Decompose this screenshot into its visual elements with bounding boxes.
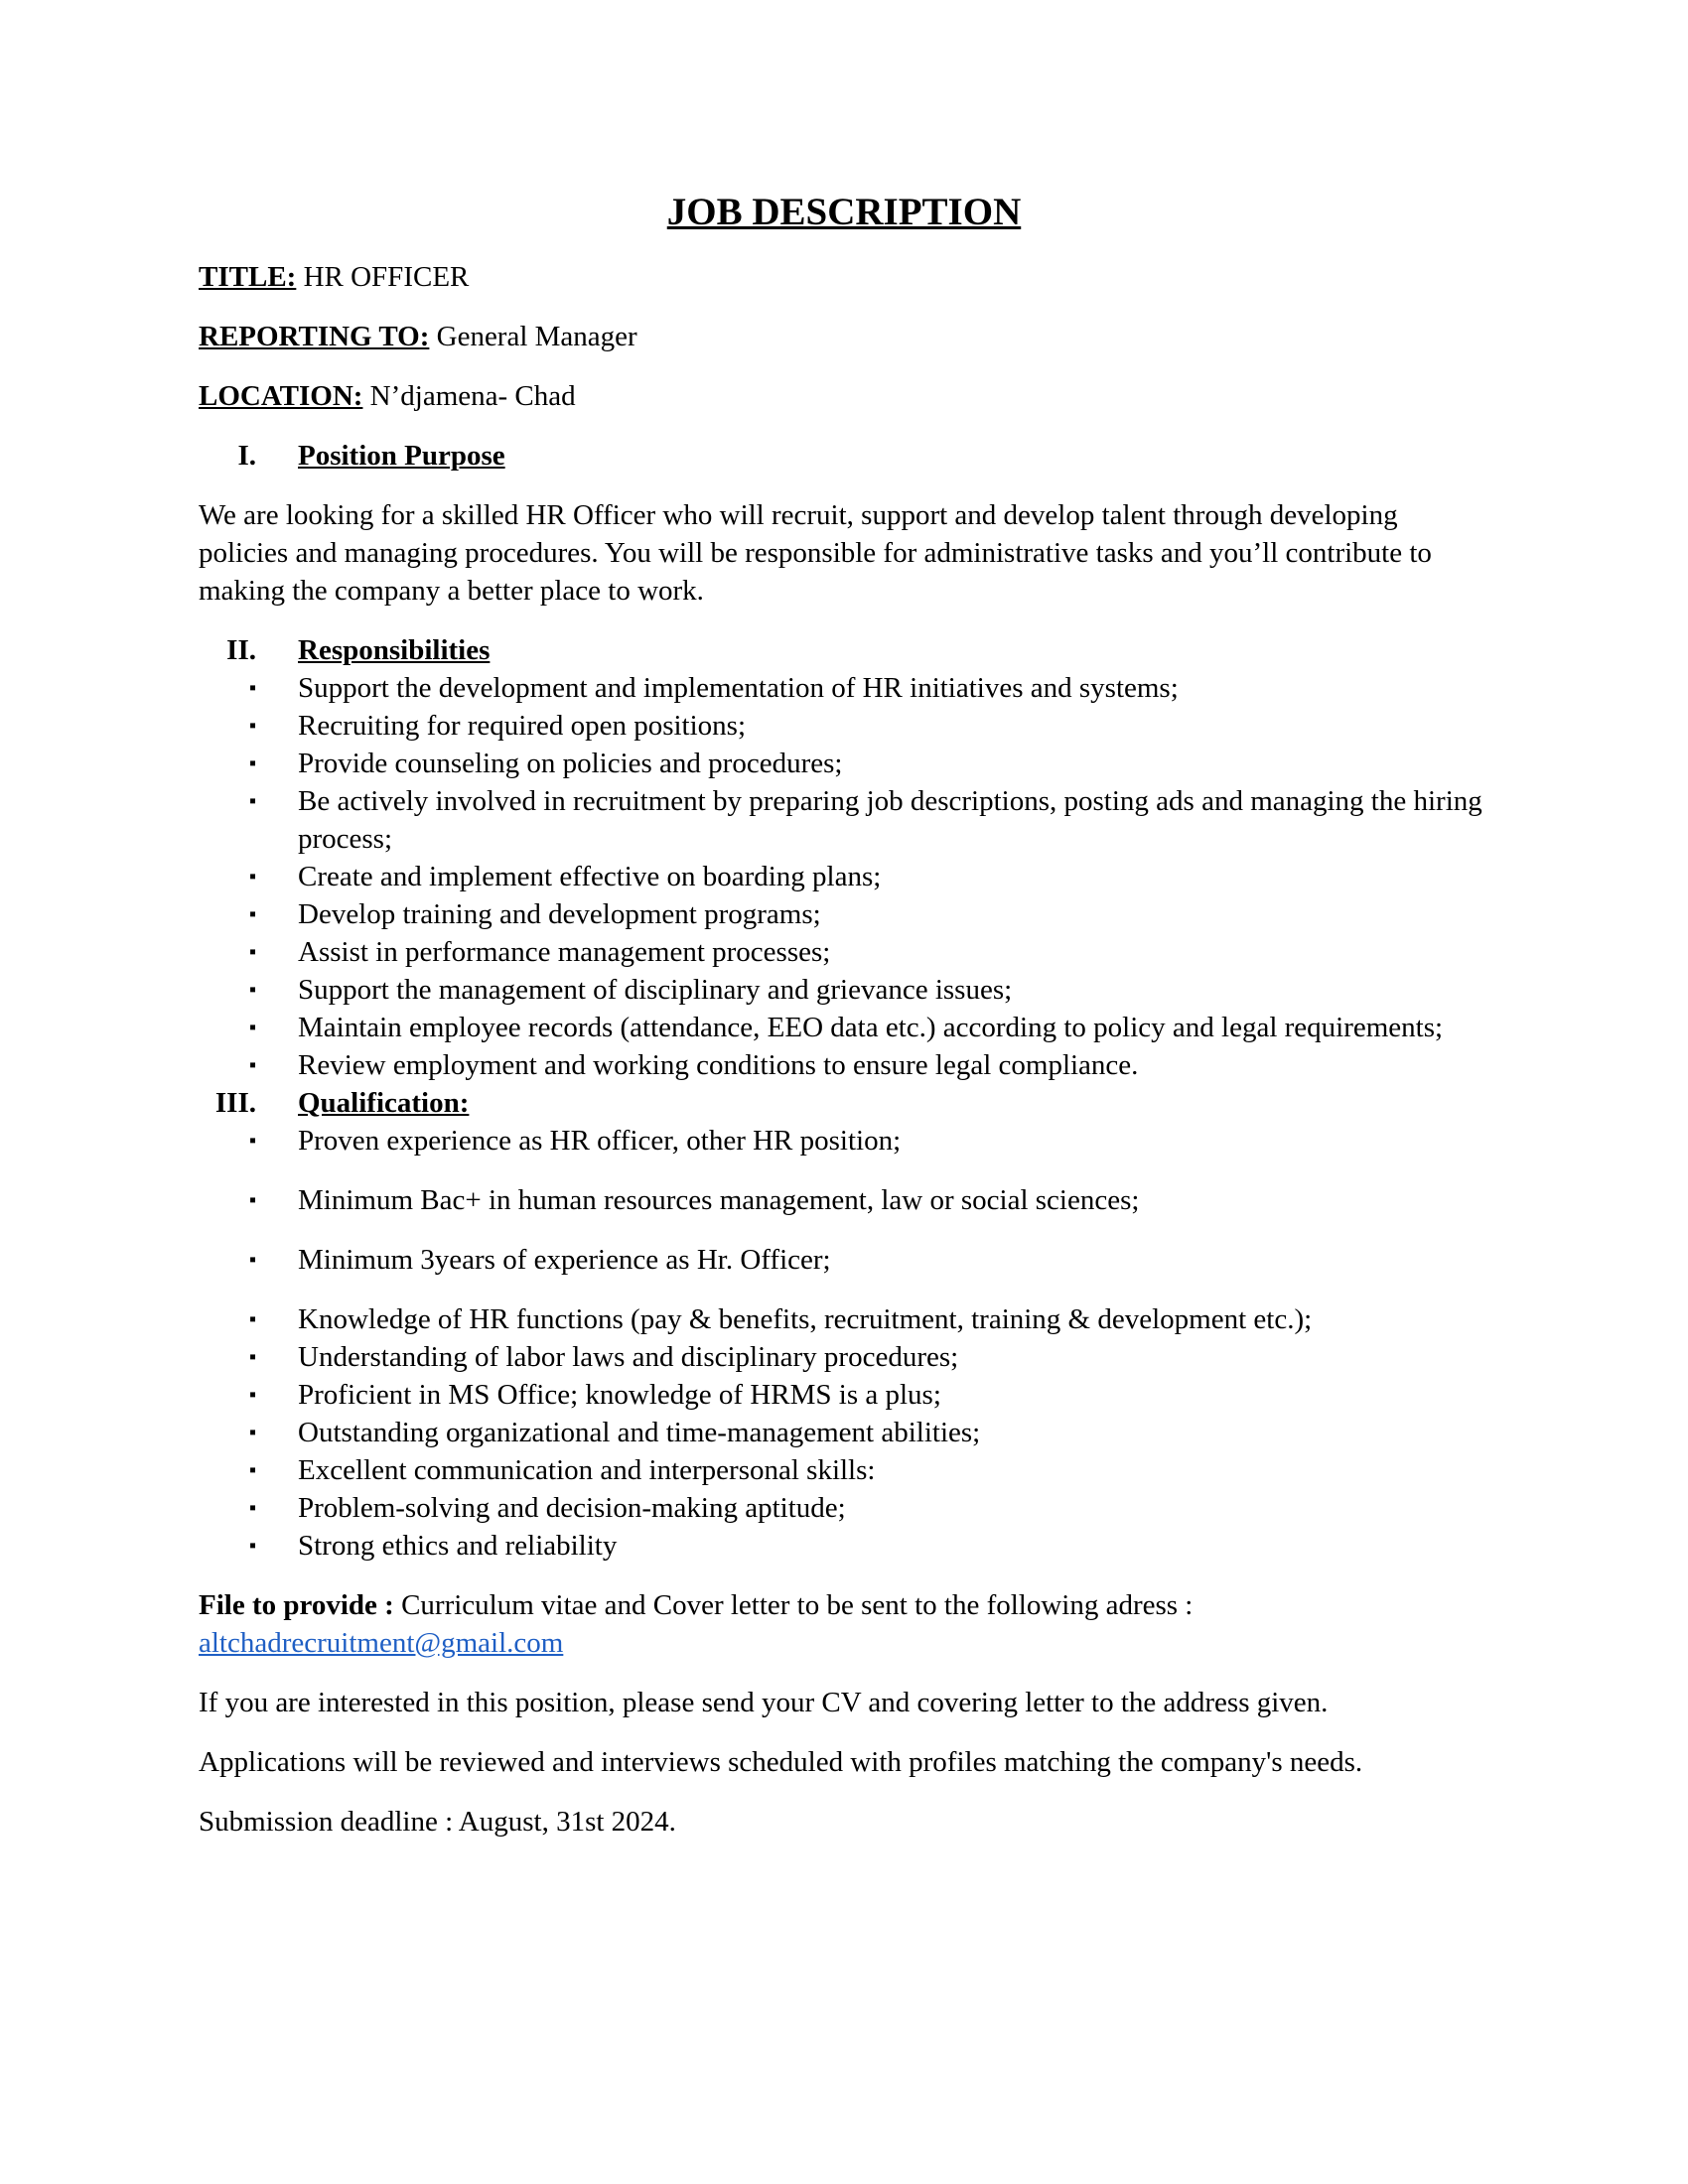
section-purpose-heading [199,437,1489,475]
list-item: ▪ Outstanding organizational and time-management abilities; [199,1414,1489,1451]
bullet-icon: ▪ [249,1384,257,1406]
bullet-icon: ▪ [249,790,257,812]
field-reporting-to-value: General Manager [429,321,637,352]
bullet-icon: ▪ [249,1249,257,1271]
submission-deadline-text: Submission deadline : August, 31st 2024. [199,1806,676,1838]
bullet-icon: ▪ [249,903,257,925]
file-to-provide [199,1586,1489,1662]
closing-review-text: Applications will be reviewed and interviews scheduled with profiles matching the company's needs. [199,1746,1363,1778]
list-item: ▪ Support the development and implementation of HR initiatives and systems; [199,669,1489,707]
field-location-label: LOCATION: [199,380,363,412]
bullet-icon: ▪ [249,677,257,699]
list-item: ▪ Recruiting for required open positions; [199,707,1489,745]
bullet-icon: ▪ [249,752,257,774]
section-qualification-title: Qualification: [298,1087,470,1119]
closing-interest-text: If you are interested in this position, please send your CV and covering letter to the address given. [199,1687,1329,1718]
list-item: ▪ Review employment and working conditions to ensure legal compliance. [199,1046,1489,1084]
list-item: ▪ Understanding of labor laws and disciplinary procedures; [199,1338,1489,1376]
position-purpose-text: We are looking for a skilled HR Officer who will recruit, support and develop talent through developing policies and managing procedures. You will be responsible for administrative tasks and you’ll contribute to making the company a better place to work. [199,499,1432,607]
bullet-icon: ▪ [249,1130,257,1152]
document-title: JOB DESCRIPTION [666,191,1022,233]
list-item: ▪ Develop training and development programs; [199,895,1489,933]
section-responsibilities-title: Responsibilities [298,634,491,666]
field-reporting-to-label: REPORTING TO: [199,321,430,352]
list-item: ▪ Problem-solving and decision-making aptitude; [199,1489,1489,1527]
section-purpose-number: I. [237,440,256,472]
bullet-icon: ▪ [249,1054,257,1076]
section-purpose-title: Position Purpose [298,440,505,472]
list-item: ▪ Create and implement effective on boarding plans; [199,858,1489,895]
file-to-provide-text: Curriculum vitae and Cover letter to be sent to the following adress : [393,1589,1194,1621]
field-title-label: TITLE: [199,261,297,293]
bullet-icon: ▪ [249,979,257,1001]
bullet-icon: ▪ [249,715,257,737]
section-qualification-heading [199,1084,1489,1122]
bullet-icon: ▪ [249,866,257,887]
bullet-icon: ▪ [249,1497,257,1519]
section-qualification-number: III. [214,1087,256,1119]
list-item: ▪ Proficient in MS Office; knowledge of HRMS is a plus; [199,1376,1489,1414]
file-to-provide-label: File to provide : [199,1589,394,1621]
bullet-icon: ▪ [249,1422,257,1443]
list-item: ▪ Support the management of disciplinary and grievance issues; [199,971,1489,1009]
bullet-icon: ▪ [249,1459,257,1481]
list-item: ▪ Knowledge of HR functions (pay & benefits, recruitment, training & development etc.); [199,1300,1489,1338]
bullet-icon: ▪ [249,941,257,963]
list-item: ▪ Be actively involved in recruitment by preparing job descriptions, posting ads and managing the hiring process; [199,782,1489,858]
bullet-icon: ▪ [249,1017,257,1038]
responsibilities-list [199,669,1489,1084]
field-location [199,377,1489,415]
bullet-icon: ▪ [249,1308,257,1330]
list-item: ▪ Assist in performance management processes; [199,933,1489,971]
field-location-value: N’djamena- Chad [362,380,576,412]
job-description-page [199,189,1489,1862]
list-item: ▪ Provide counseling on policies and procedures; [199,745,1489,782]
list-item: ▪ Proven experience as HR officer, other HR position; [199,1122,1489,1160]
bullet-icon: ▪ [249,1346,257,1368]
field-title [199,258,1489,296]
field-title-value: HR OFFICER [296,261,470,293]
bullet-icon: ▪ [249,1535,257,1557]
list-item: ▪ Maintain employee records (attendance, EEO data etc.) according to policy and legal requirements; [199,1009,1489,1046]
list-item: ▪ Minimum 3years of experience as Hr. Officer; [199,1241,1489,1279]
list-item: ▪ Excellent communication and interpersonal skills: [199,1451,1489,1489]
list-item: ▪ Minimum Bac+ in human resources management, law or social sciences; [199,1181,1489,1219]
bullet-icon: ▪ [249,1189,257,1211]
section-responsibilities-heading [199,631,1489,669]
qualification-list [199,1122,1489,1565]
list-item: ▪ Strong ethics and reliability [199,1527,1489,1565]
email-link[interactable]: altchadrecruitment@gmail.com [199,1627,564,1659]
field-reporting-to [199,318,1489,355]
section-responsibilities-number: II. [226,634,256,666]
